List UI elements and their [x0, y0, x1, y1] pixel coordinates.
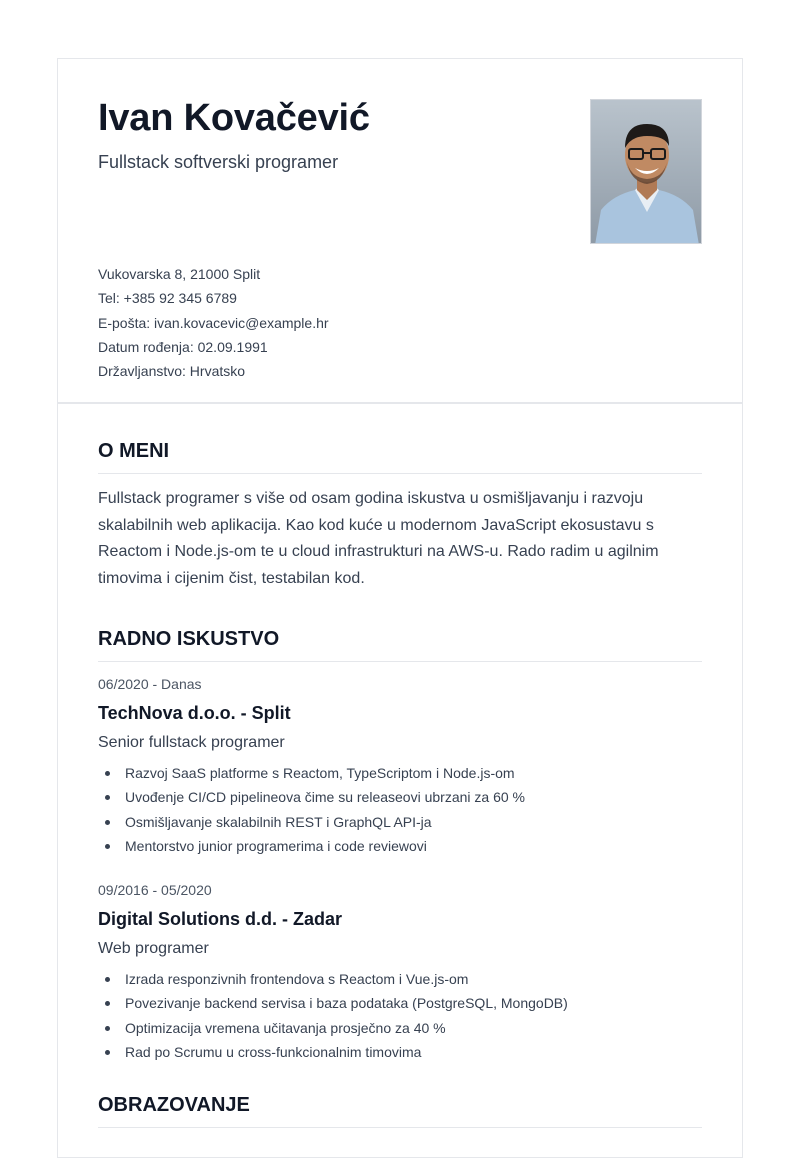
- candidate-name: Ivan Kovačević: [98, 97, 370, 139]
- resume-body: [58, 440, 742, 1128]
- about-text: Fullstack programer s više od osam godina iskustva u osmišljavanju i razvoju skalabilnih web aplikacija. Kao kod kuće u modernom JavaScript ekosustavu s Reactom i Node.js-om te u cloud infrastrukturi na AWS-u. Rado radim u agilnim timovima i cijenim čist, testabilan kod.: [98, 490, 659, 587]
- duty-item: Povezivanje backend servisa i baza podataka (PostgreSQL, MongoDB): [98, 991, 702, 1015]
- job-duties: [98, 967, 702, 1064]
- email: E-pošta: ivan.kovacevic@example.hr: [98, 314, 329, 331]
- job-entry: [98, 674, 702, 858]
- experience-heading: RADNO ISKUSTVO: [98, 628, 702, 662]
- profile-photo: [590, 99, 702, 244]
- job-company: Digital Solutions d.d. - Zadar: [98, 909, 343, 930]
- duty-item: Mentorstvo junior programerima i code reviewovi: [98, 834, 702, 858]
- job-duties: [98, 761, 702, 858]
- resume-page: [57, 58, 743, 1158]
- duty-item: Osmišljavanje skalabilnih REST i GraphQL API-ja: [98, 810, 702, 834]
- duty-item: Uvođenje CI/CD pipelineova čime su releaseovi ubrzani za 60 %: [98, 785, 702, 809]
- duty-item: Razvoj SaaS platforme s Reactom, TypeScriptom i Node.js-om: [98, 761, 702, 785]
- job-entry: [98, 880, 702, 1064]
- phone: Tel: +385 92 345 6789: [98, 290, 237, 307]
- birth-date: Datum rođenja: 02.09.1991: [98, 338, 268, 355]
- citizenship: Državljanstvo: Hrvatsko: [98, 363, 246, 380]
- contact-info: [98, 262, 329, 383]
- job-dates: 09/2016 - 05/2020: [98, 882, 212, 899]
- job-dates: 06/2020 - Danas: [98, 676, 202, 692]
- portrait-image: [591, 100, 702, 244]
- address: Vukovarska 8, 21000 Split: [98, 266, 261, 282]
- about-heading: O MENI: [98, 440, 702, 474]
- job-role: Web programer: [98, 940, 209, 958]
- job-role: Senior fullstack programer: [98, 734, 285, 751]
- education-heading: OBRAZOVANJE: [98, 1094, 702, 1128]
- job-title: Fullstack softverski programer: [98, 152, 339, 172]
- duty-item: Izrada responzivnih frontendova s Reactom i Vue.js-om: [98, 967, 702, 991]
- duty-item: Optimizacija vremena učitavanja prosječno za 40 %: [98, 1016, 702, 1040]
- resume-header: [58, 59, 742, 404]
- job-company: TechNova d.o.o. - Split: [98, 703, 291, 723]
- duty-item: Rad po Scrumu u cross-funkcionalnim timovima: [98, 1040, 702, 1064]
